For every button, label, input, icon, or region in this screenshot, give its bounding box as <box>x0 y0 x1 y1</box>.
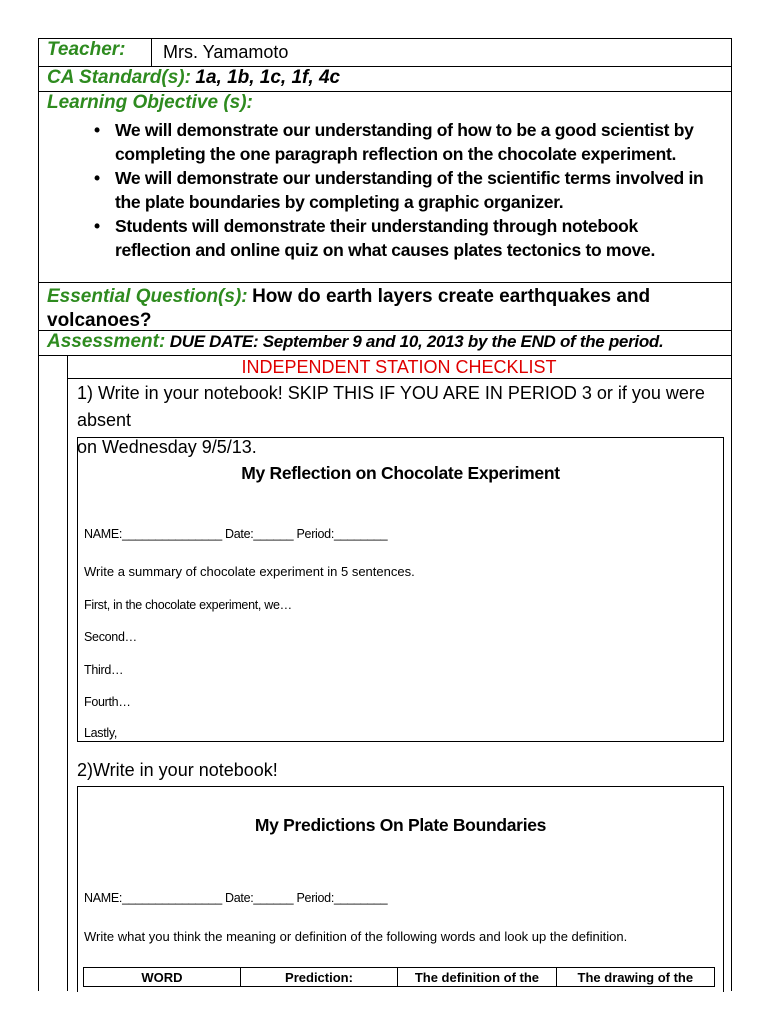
objective-item <box>94 214 715 262</box>
name-date-period-line: NAME:_______________ Date:______ Period:________ <box>84 527 388 541</box>
standards-row <box>38 66 732 91</box>
essential-question-cont: volcanoes? <box>47 310 152 331</box>
left-column <box>39 356 68 991</box>
objective-text: the plate boundaries by completing a graphic organizer. <box>115 192 564 212</box>
teacher-label-cell <box>39 39 152 66</box>
essential-label: Essential Question(s): <box>47 286 248 307</box>
predictions-instruction: Write what you think the meaning or definition of the following words and look up the definition. <box>84 929 628 944</box>
assessment-label: Assessment: <box>47 331 166 352</box>
prompt-third: Third… <box>84 663 124 677</box>
standards-value: 1a, 1b, 1c, 1f, 4c <box>195 67 341 88</box>
objective-text: We will demonstrate our understanding of the scientific terms involved in <box>115 168 704 188</box>
essential-question: How do earth layers create earthquakes and <box>252 286 651 307</box>
prompt-fourth: Fourth… <box>84 695 131 709</box>
col-drawing: The drawing of the <box>556 968 714 987</box>
objective-text: reflection and online quiz on what causes plates tectonics to move. <box>115 240 656 260</box>
col-word: WORD <box>84 968 241 987</box>
words-table <box>83 967 715 987</box>
reflection-box <box>77 437 724 742</box>
name-date-period-line: NAME:_______________ Date:______ Period:________ <box>84 891 388 905</box>
summary-instruction: Write a summary of chocolate experiment in 5 sentences. <box>84 564 415 579</box>
lesson-plan-page <box>38 38 732 991</box>
step-2: 2)Write in your notebook! <box>77 760 278 780</box>
checklist-title: INDEPENDENT STATION CHECKLIST <box>67 356 731 379</box>
teacher-row <box>38 38 732 66</box>
objective-item <box>94 166 715 214</box>
step-1-line: on Wednesday 9/5/13. <box>77 437 257 457</box>
col-prediction: Prediction: <box>240 968 397 987</box>
prompt-first: First, in the chocolate experiment, we… <box>84 598 292 612</box>
objectives-row <box>38 91 732 282</box>
essential-question-row <box>38 282 732 330</box>
teacher-name: Mrs. Yamamoto <box>163 42 289 62</box>
bullet-icon: • <box>94 216 100 236</box>
assessment-value: DUE DATE: September 9 and 10, 2013 by the END of the period. <box>169 332 664 351</box>
col-definition: The definition of the <box>398 968 556 987</box>
assessment-row <box>38 330 732 355</box>
objective-text: We will demonstrate our understanding of how to be a good scientist by <box>115 120 694 140</box>
prompt-lastly: Lastly, <box>84 726 118 740</box>
teacher-label: Teacher: <box>47 39 126 60</box>
objective-item <box>94 118 715 166</box>
reflection-title: My Reflection on Chocolate Experiment <box>241 463 560 483</box>
predictions-title: My Predictions On Plate Boundaries <box>254 815 547 835</box>
objective-text: Students will demonstrate their understanding through notebook <box>115 216 638 236</box>
objective-text: completing the one paragraph reflection on the chocolate experiment. <box>115 144 677 164</box>
bullet-icon: • <box>94 168 100 188</box>
step-1-line: 1) Write in your notebook! SKIP THIS IF YOU ARE IN PERIOD 3 or if you were absent <box>77 383 705 430</box>
checklist-section <box>38 355 732 991</box>
standards-label: CA Standard(s): <box>47 67 191 88</box>
prompt-second: Second… <box>84 630 137 644</box>
objective-label: Learning Objective (s): <box>47 92 253 113</box>
predictions-box <box>77 786 724 992</box>
table-header-row <box>84 968 715 987</box>
bullet-icon: • <box>94 120 100 140</box>
